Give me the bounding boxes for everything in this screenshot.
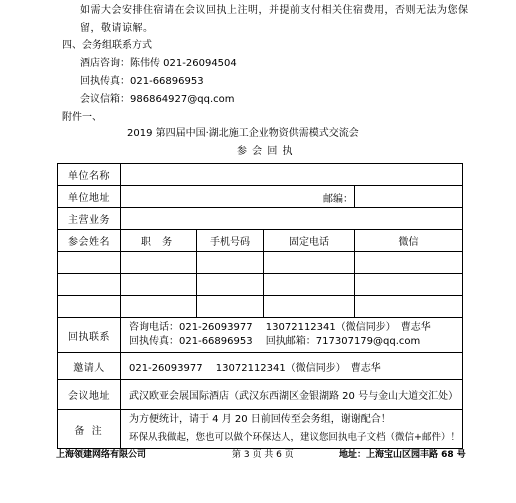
hotel-contact: 酒店咨询：陈伟传 021-26094504: [80, 58, 237, 69]
wechat-header: 微信: [355, 230, 463, 252]
business-field[interactable]: [121, 208, 463, 230]
attachment-label: 附件一、: [62, 112, 102, 123]
phone-header: 手机号码: [197, 230, 264, 252]
unit-name-field[interactable]: [121, 164, 463, 186]
venue-label: 会议地址: [58, 380, 121, 410]
attendee-landline-cell[interactable]: [264, 252, 355, 274]
position-header: 职 务: [121, 230, 197, 252]
footer-page: 第 3 页 共 6 页: [232, 450, 294, 460]
postcode-label: 邮编：: [323, 194, 353, 205]
footer-company: 上海领建网络有限公司: [56, 450, 147, 460]
receipt-label: 回执联系: [58, 318, 121, 353]
footer-address: 地址：上海宝山区园丰路 68 号: [339, 450, 466, 460]
attendee-wechat-cell[interactable]: [355, 274, 463, 296]
postcode-field[interactable]: [355, 186, 463, 208]
fax-contact: 回执传真：021-66896953: [80, 76, 204, 87]
attendee-name-cell[interactable]: [58, 274, 121, 296]
form-title: 2019 第四届中国·湖北施工企业物资供需模式交流会: [127, 128, 359, 139]
attendee-position-cell[interactable]: [121, 296, 197, 318]
receipt-line-2: 回执传真：021-66896953 回执邮箱：717307179@qq.com: [129, 336, 421, 347]
unit-address-label: 单位地址: [58, 186, 121, 208]
inviter-value: 021-26093977 13072112341（微信同步） 曹志华: [121, 353, 463, 380]
attendee-label: 参会姓名: [58, 230, 121, 252]
business-label: 主营业务: [58, 208, 121, 230]
attendee-name-cell[interactable]: [58, 252, 121, 274]
receipt-info: [121, 318, 463, 353]
attendee-phone-cell[interactable]: [197, 252, 264, 274]
email-contact: 会议信箱：986864927@qq.com: [80, 94, 235, 105]
attendee-landline-cell[interactable]: [264, 296, 355, 318]
remark-info: [121, 410, 463, 449]
receipt-line-1: 咨询电话：021-26093977 13072112341（微信同步） 曹志华: [129, 322, 431, 333]
unit-address-field[interactable]: [121, 186, 355, 208]
remark-label: 备 注: [58, 410, 121, 449]
remark-line-1: 为方便统计，请于 4 月 20 日前回传至会务组，谢谢配合！: [129, 414, 391, 425]
attendee-name-cell[interactable]: [58, 296, 121, 318]
registration-form: [57, 163, 463, 449]
attendee-wechat-cell[interactable]: [355, 252, 463, 274]
unit-name-label: 单位名称: [58, 164, 121, 186]
venue-value: 武汉欧亚会展国际酒店（武汉东西湖区金银湖路 20 号与金山大道交汇处）: [121, 380, 463, 410]
attendee-landline-cell[interactable]: [264, 274, 355, 296]
contacts-heading: 四、会务组联系方式: [62, 40, 152, 51]
attendee-position-cell[interactable]: [121, 252, 197, 274]
attendee-row: [58, 274, 463, 296]
form-subtitle: 参 会 回 执: [237, 146, 294, 157]
landline-header: 固定电话: [264, 230, 355, 252]
attendee-phone-cell[interactable]: [197, 296, 264, 318]
attendee-position-cell[interactable]: [121, 274, 197, 296]
attendee-wechat-cell[interactable]: [355, 296, 463, 318]
attendee-row: [58, 296, 463, 318]
remark-line-2: 环保从我做起，您也可以做个环保达人，建议您回执电子文档（微信+邮件）！: [129, 432, 460, 443]
inviter-label: 邀请人: [58, 353, 121, 380]
attendee-phone-cell[interactable]: [197, 274, 264, 296]
attendee-row: [58, 252, 463, 274]
notice-line-1: 如需大会安排住宿请在会议回执上注明，并提前支付相关住宿费用，否则无法为您保: [80, 5, 469, 16]
notice-line-2: 留，敬请谅解。: [80, 23, 154, 34]
